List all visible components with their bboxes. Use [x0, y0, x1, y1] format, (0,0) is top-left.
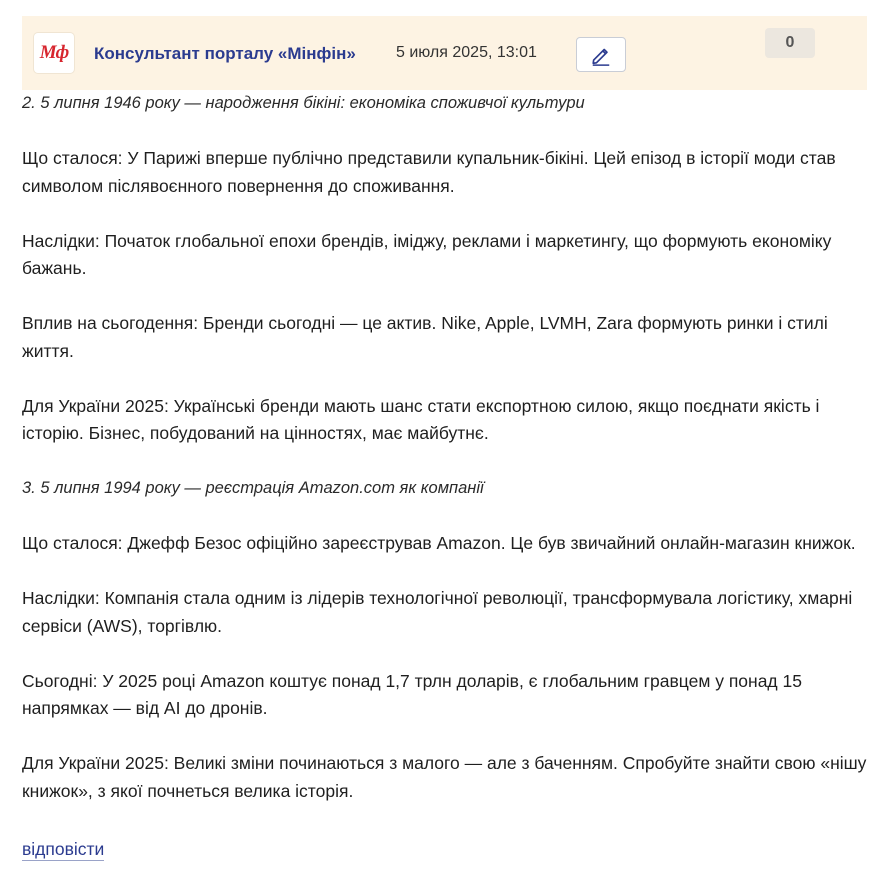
pencil-icon	[590, 44, 612, 66]
minfin-logo	[34, 33, 74, 73]
paragraph: Наслідки: Компанія стала одним із лідерів технологічної революції, трансформувала логістику, хмарні сервіси (AWS), торгівлю.	[22, 588, 853, 636]
edit-button[interactable]	[576, 37, 626, 72]
paragraph: Що сталося: Джефф Безос офіційно зареєстрував Amazon. Це був звичайний онлайн-магазин книжок.	[22, 533, 856, 553]
comment-date: 5 июля 2025, 13:01	[396, 44, 537, 61]
comment-body	[22, 90, 872, 805]
paragraph: Вплив на сьогодення: Бренди сьогодні — це актив. Nike, Apple, LVMH, Zara формують ринки і стилі життя.	[22, 313, 828, 361]
paragraph: Для України 2025: Українські бренди мають шанс стати експортною силою, якщо поєднати якість і історію. Бізнес, побудований на цінностях, має майбутнє.	[22, 395, 820, 443]
vote-score[interactable]: 0	[765, 28, 815, 58]
paragraph: Наслідки: Початок глобальної епохи брендів, іміджу, реклами і маркетингу, що формують економіку бажань.	[22, 230, 832, 278]
logo-text: Мф	[39, 42, 69, 63]
section-heading: 3. 5 липня 1994 року — реєстрація Amazon.com як компанії	[22, 479, 484, 497]
paragraph: Для України 2025: Великі зміни починаються з малого — але з баченням. Спробуйте знайти свою «нішу книжок», з якої почнеться велика історія.	[22, 753, 867, 801]
paragraph: Що сталося: У Парижі вперше публічно представили купальник-бікіні. Цей епізод в історії моди став символом післявоєнного повернення до споживання.	[22, 148, 836, 196]
author-name[interactable]: Консультант порталу «Мінфін»	[94, 44, 356, 63]
reply-link[interactable]: відповісти	[22, 839, 105, 859]
comment-header	[22, 16, 867, 90]
section-heading: 2. 5 липня 1946 року — народження бікіні: економіка споживчої культури	[22, 94, 585, 112]
paragraph: Сьогодні: У 2025 році Amazon коштує понад 1,7 трлн доларів, є глобальним гравцем у понад 15 напрямках — від AI до дронів.	[22, 670, 802, 718]
